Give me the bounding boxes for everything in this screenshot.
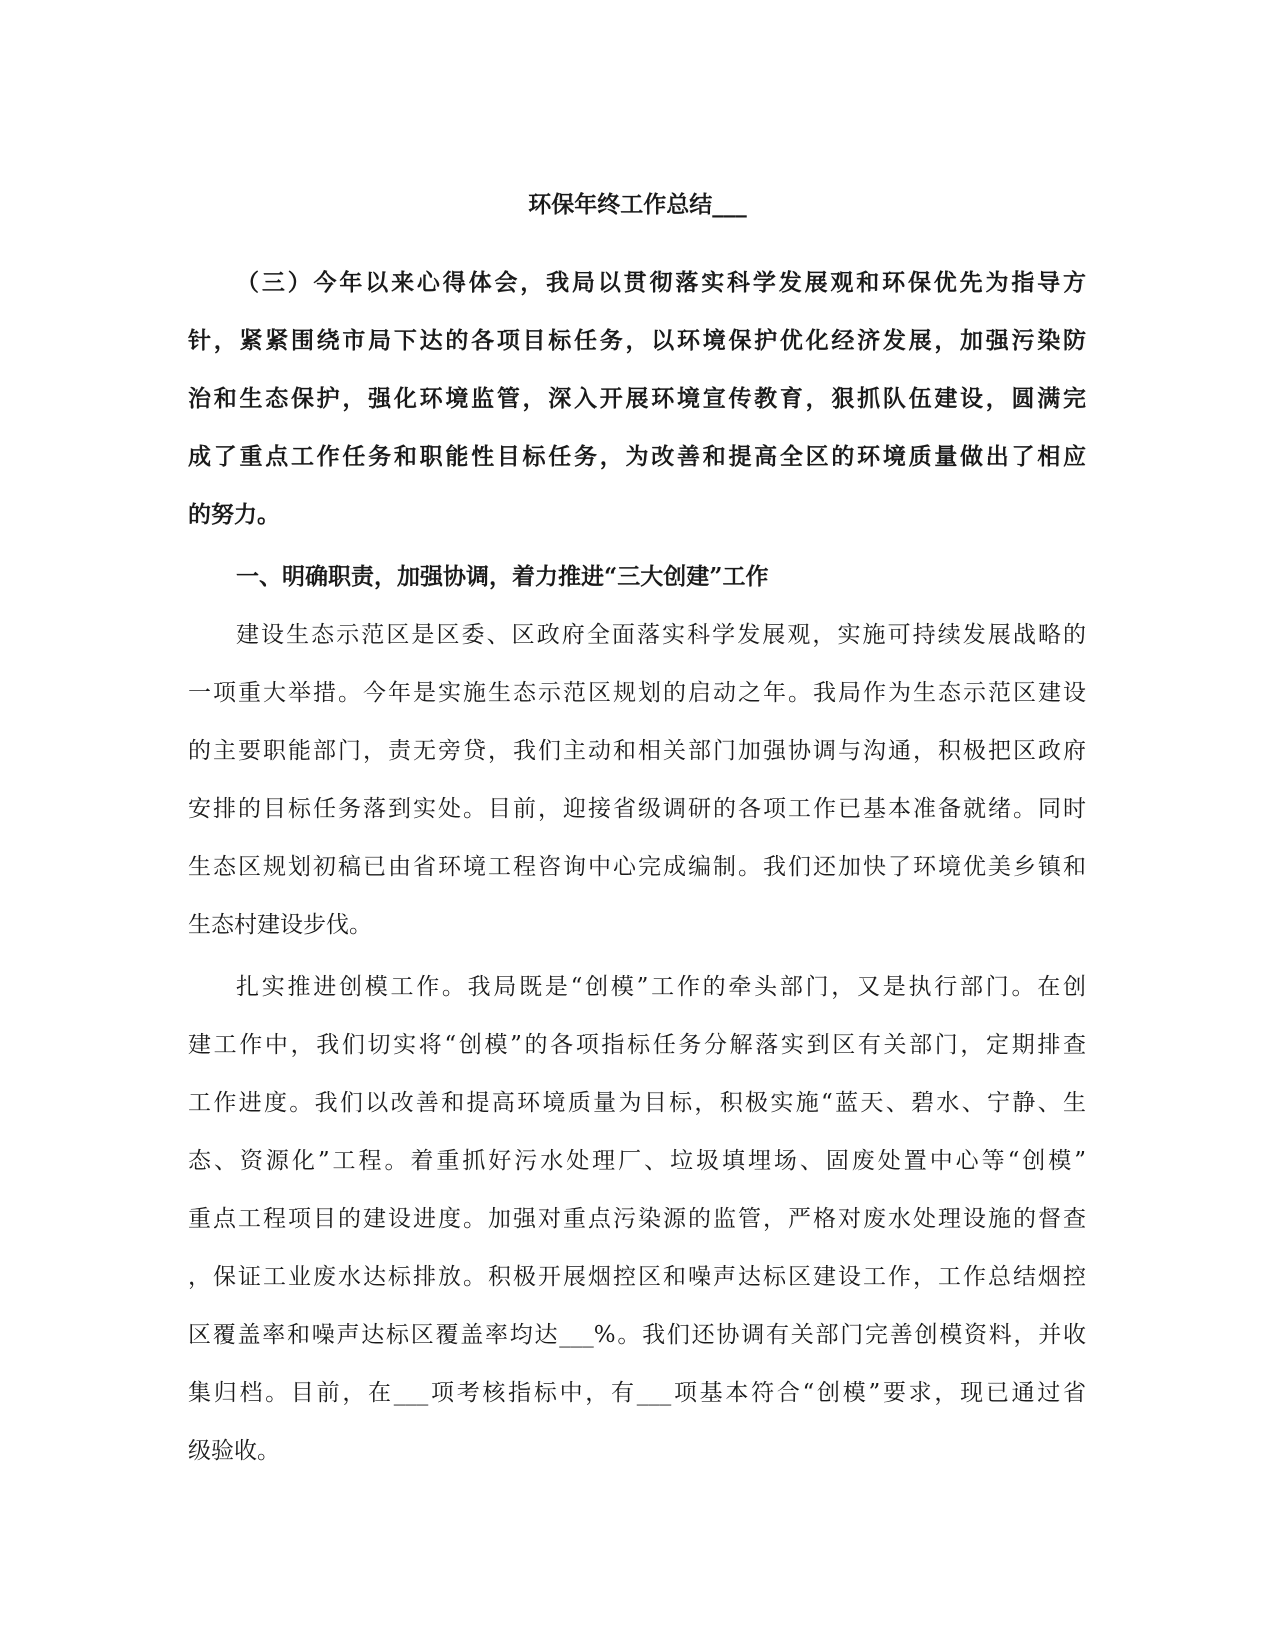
body-paragraph	[188, 606, 1086, 954]
paragraph-line: 重点工程项目的建设进度。加强对重点污染源的监管，严格对废水处理设施的督查	[188, 1206, 1086, 1232]
paragraph-line: 建设生态示范区是区委、区政府全面落实科学发展观，实施可持续发展战略的	[236, 622, 1086, 648]
paragraph-line: 针，紧紧围绕市局下达的各项目标任务，以环境保护优化经济发展，加强污染防	[188, 327, 1086, 354]
paragraph-line: 扎实推进创模工作。我局既是“创模”工作的牵头部门，又是执行部门。在创	[236, 974, 1086, 1000]
paragraph-line: 的主要职能部门，责无旁贷，我们主动和相关部门加强协调与沟通，积极把区政府	[188, 738, 1086, 764]
paragraph-line: 生态区规划初稿已由省环境工程咨询中心完成编制。我们还加快了环境优美乡镇和	[188, 854, 1086, 880]
intro-paragraph	[188, 254, 1086, 544]
body-paragraph	[188, 958, 1086, 1480]
paragraph-line: 的努力。	[188, 501, 280, 528]
paragraph-line: 区覆盖率和噪声达标区覆盖率均达___%。我们还协调有关部门完善创模资料，并收	[188, 1322, 1086, 1348]
paragraph-line: 生态村建设步伐。	[188, 912, 372, 938]
document-title: 环保年终工作总结___	[528, 191, 747, 218]
paragraph-line: 集归档。目前，在___项考核指标中，有___项基本符合“创模”要求，现已通过省	[188, 1380, 1086, 1406]
paragraph-line: ，保证工业废水达标排放。积极开展烟控区和噪声达标区建设工作，工作总结烟控	[188, 1264, 1086, 1290]
paragraph-line: 建工作中，我们切实将“创模”的各项指标任务分解落实到区有关部门，定期排查	[188, 1032, 1086, 1058]
section-heading-text: 一、明确职责，加强协调，着力推进“三大创建”工作	[236, 563, 769, 590]
paragraph-line: 一项重大举措。今年是实施生态示范区规划的启动之年。我局作为生态示范区建设	[188, 680, 1086, 706]
paragraph-line: 安排的目标任务落到实处。目前，迎接省级调研的各项工作已基本准备就绪。同时	[188, 796, 1086, 822]
paragraph-line: 成了重点工作任务和职能性目标任务，为改善和提高全区的环境质量做出了相应	[188, 443, 1086, 470]
paragraph-line: 工作进度。我们以改善和提高环境质量为目标，积极实施“蓝天、碧水、宁静、生	[188, 1090, 1086, 1116]
paragraph-line: 级验收。	[188, 1438, 280, 1464]
paragraph-line: 治和生态保护，强化环境监管，深入开展环境宣传教育，狠抓队伍建设，圆满完	[188, 385, 1086, 412]
paragraph-line: （三）今年以来心得体会，我局以贯彻落实科学发展观和环保优先为指导方	[236, 269, 1086, 296]
section-heading	[188, 548, 1086, 606]
paragraph-line: 态、资源化”工程。着重抓好污水处理厂、垃圾填埋场、固废处置中心等“创模”	[188, 1148, 1086, 1174]
